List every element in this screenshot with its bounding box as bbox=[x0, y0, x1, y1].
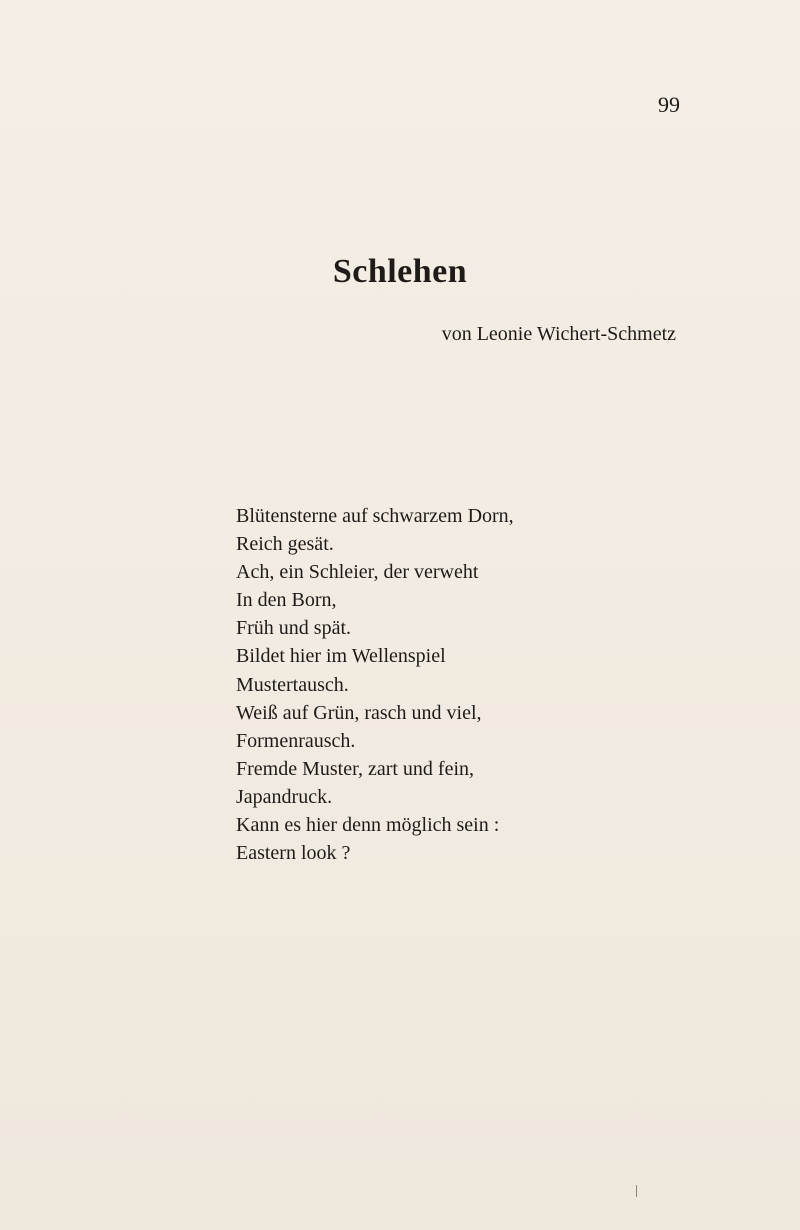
poem-line: Fremde Muster, zart und fein, bbox=[236, 757, 475, 780]
poem-line: Mustertausch. bbox=[236, 673, 349, 696]
poem-line: Weiß auf Grün, rasch und viel, bbox=[236, 701, 482, 724]
poem-line: In den Born, bbox=[236, 589, 337, 612]
poem-line: Kann es hier denn möglich sein : bbox=[236, 814, 500, 837]
poem-title: Schlehen bbox=[332, 253, 468, 290]
poem-line: Ach, ein Schleier, der verweht bbox=[236, 561, 479, 584]
poem-line: Japandruck. bbox=[236, 785, 333, 808]
poem-line: Früh und spät. bbox=[236, 617, 351, 640]
page-number: 99 bbox=[658, 92, 680, 117]
poem-author: von Leonie Wichert-Schmetz bbox=[441, 323, 676, 345]
poem-line: Reich gesät. bbox=[236, 533, 334, 556]
poem-line: Eastern look ? bbox=[236, 842, 351, 865]
paper-mark bbox=[636, 1185, 637, 1197]
poem-line: Blütensterne auf schwarzem Dorn, bbox=[236, 505, 514, 527]
poem-line: Bildet hier im Wellenspiel bbox=[236, 645, 446, 668]
poem-line: Formenrausch. bbox=[236, 729, 356, 752]
poem-body bbox=[236, 502, 636, 867]
